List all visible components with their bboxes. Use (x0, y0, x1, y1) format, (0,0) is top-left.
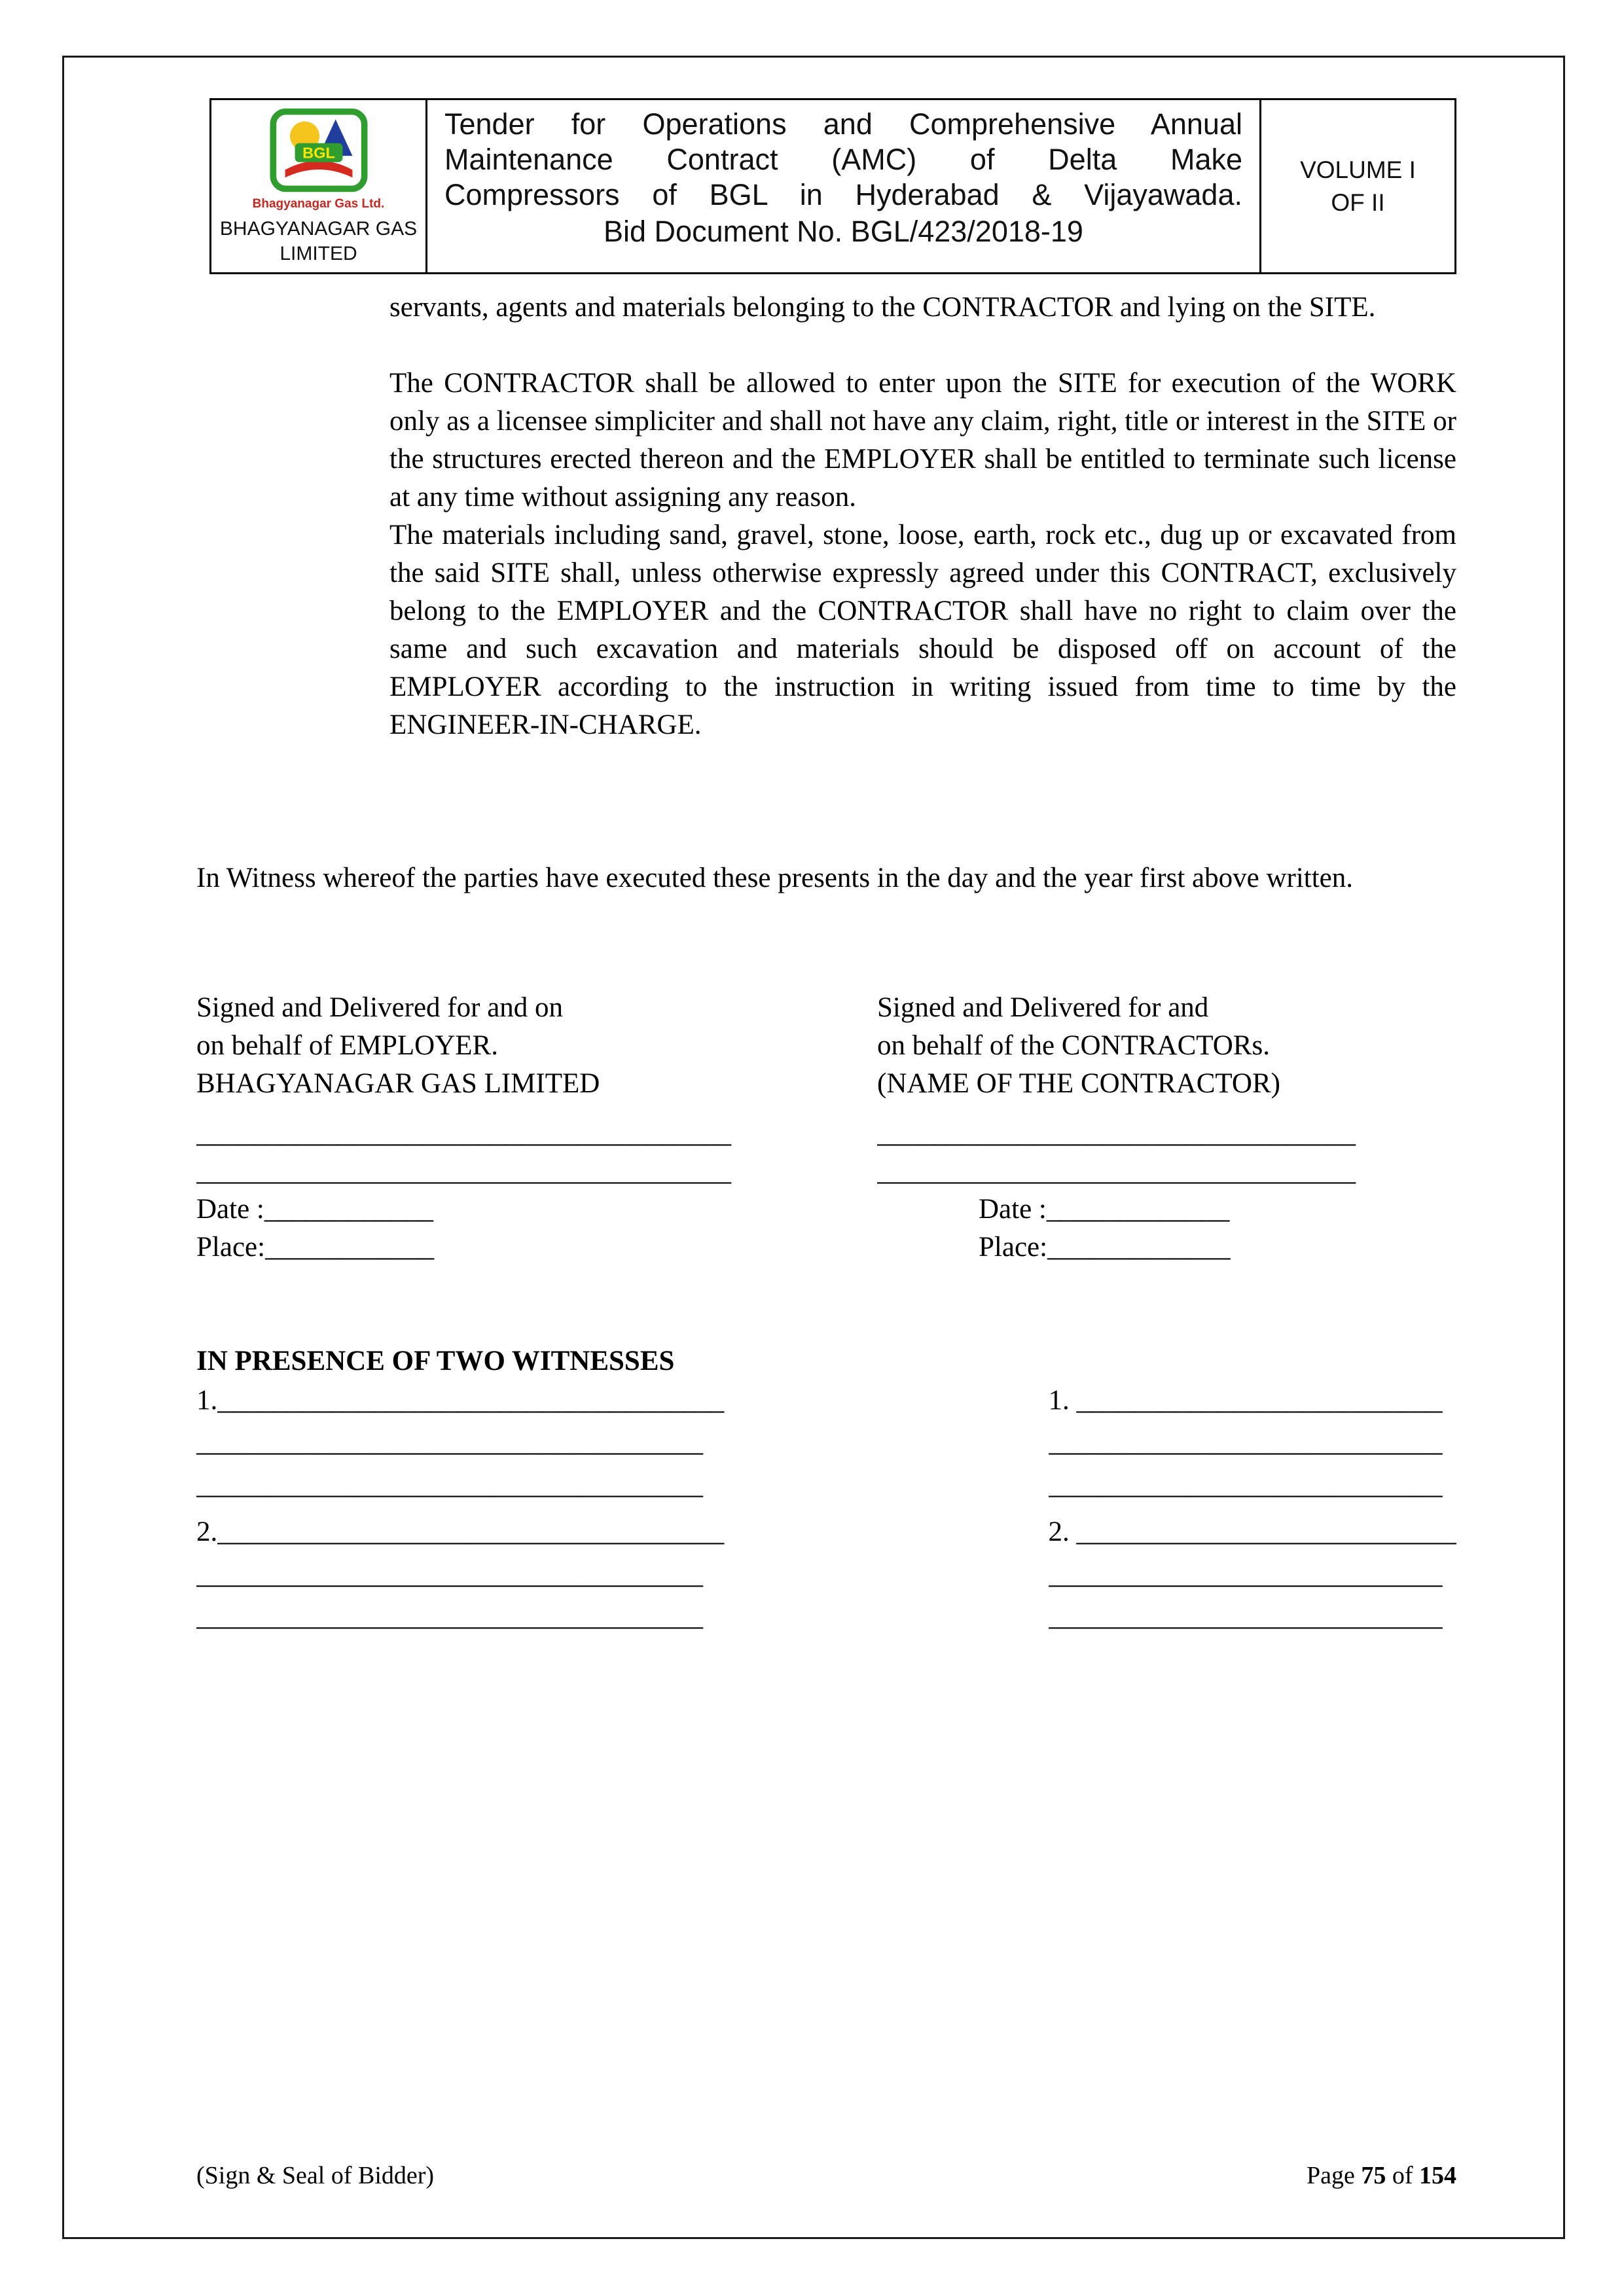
contractor-place-field: Place:_____________ (979, 1231, 1231, 1263)
volume-label-line2: OF II (1331, 188, 1385, 216)
contractor-sig-text: on behalf of the CONTRACTORs. (877, 1030, 1270, 1061)
page-number: 75 (1361, 2162, 1386, 2189)
page-number-indicator (1307, 2161, 1456, 2190)
company-logo-cell (211, 100, 427, 272)
bgl-logo-icon (270, 108, 368, 196)
page-footer (196, 2161, 1456, 2190)
witness-column-right (947, 1380, 1457, 1638)
witnesses-heading: IN PRESENCE OF TWO WITNESSES (196, 1345, 675, 1376)
contractor-signature-line: __________________________________ (877, 1155, 1356, 1187)
paragraph-servants: servants, agents and materials belonging to the CONTRACTOR and lying on the SITE. (389, 292, 1376, 323)
bid-document-number: Bid Document No. BGL/423/2018-19 (604, 215, 1083, 248)
logo-company-name: BHAGYANAGAR GAS LIMITED (219, 218, 418, 264)
witness1-line: ____________________________________ (196, 1427, 703, 1458)
contractor-date-field: Date :_____________ (979, 1193, 1230, 1225)
page-word: Page (1306, 2162, 1362, 2189)
witness2-line: ____________________________________ (196, 1601, 703, 1632)
tender-title-line: Compressors of BGL in Hyderabad & Vijayawada. (444, 178, 1242, 211)
contractor-signature-line: __________________________________ (877, 1117, 1356, 1149)
contractor-signature-block (877, 989, 1456, 1266)
tender-title-cell (427, 100, 1261, 272)
bgl-logo-text: BGL (302, 144, 335, 162)
tender-title-line: Maintenance Contract (AMC) of Delta Make (444, 143, 1242, 176)
witness-column-left (196, 1380, 947, 1638)
page-content (196, 0, 1456, 1638)
employer-signature-line: ______________________________________ (196, 1117, 731, 1149)
logo-caption: Bhagyanagar Gas Ltd. (252, 197, 385, 211)
page-total: 154 (1419, 2162, 1456, 2189)
paragraph-license: The CONTRACTOR shall be allowed to enter upon the SITE for execution of the WORK only as a licensee simpliciter and shall not have any claim, right, title or interest in the SITE or the structures erected thereon and the EMPLOYER shall be entitled to terminate such license at any time without assigning any reason. (389, 368, 1456, 513)
witness1-line: 1.____________________________________ (196, 1384, 725, 1416)
witness2-line: ____________________________ (1048, 1558, 1443, 1590)
paragraph-materials: The materials including sand, gravel, stone, loose, earth, rock etc., dug up or excavated from the said SITE shall, unless otherwise expressly agreed under this CONTRACT, exclusively belong to the EMPLOYER and the CONTRACTOR shall have no right to claim over the same and such excavation and materials should be disposed off on account of the EMPLOYER according to the instruction in writing issued from time to time by the ENGINEER-IN-CHARGE. (389, 520, 1456, 741)
employer-sig-text: on behalf of EMPLOYER. (196, 1030, 498, 1061)
witnesses-section (196, 1380, 1456, 1638)
sign-seal-note: (Sign & Seal of Bidder) (196, 2162, 435, 2189)
signature-section (196, 989, 1456, 1266)
employer-date-field: Date :____________ (196, 1193, 433, 1225)
witness2-line: ____________________________________ (196, 1558, 703, 1590)
volume-label-line1: VOLUME I (1300, 156, 1416, 183)
witness1-line: 1. __________________________ (1048, 1384, 1443, 1416)
witness2-line: ____________________________ (1048, 1601, 1443, 1632)
witness2-line: 2.____________________________________ (196, 1516, 725, 1548)
witness1-line: ____________________________ (1048, 1469, 1443, 1500)
employer-sig-text: BHAGYANAGAR GAS LIMITED (196, 1067, 600, 1099)
volume-label-cell (1261, 100, 1454, 272)
witness2-line: 2. ___________________________ (1048, 1516, 1456, 1548)
paragraph-in-witness: In Witness whereof the parties have executed these presents in the day and the year first above written. (196, 862, 1353, 893)
contractor-sig-text: Signed and Delivered for and (877, 992, 1209, 1023)
employer-place-field: Place:____________ (196, 1231, 435, 1263)
employer-signature-line: ______________________________________ (196, 1155, 731, 1187)
contractor-sig-text: (NAME OF THE CONTRACTOR) (877, 1067, 1280, 1099)
employer-sig-text: Signed and Delivered for and on (196, 992, 564, 1023)
witness1-line: ____________________________ (1048, 1427, 1443, 1458)
employer-signature-block (196, 989, 877, 1266)
witness1-line: ____________________________________ (196, 1469, 703, 1500)
document-header-table (209, 98, 1456, 274)
tender-title-line: Tender for Operations and Comprehensive Annual (444, 107, 1242, 141)
of-word: of (1386, 2162, 1419, 2189)
